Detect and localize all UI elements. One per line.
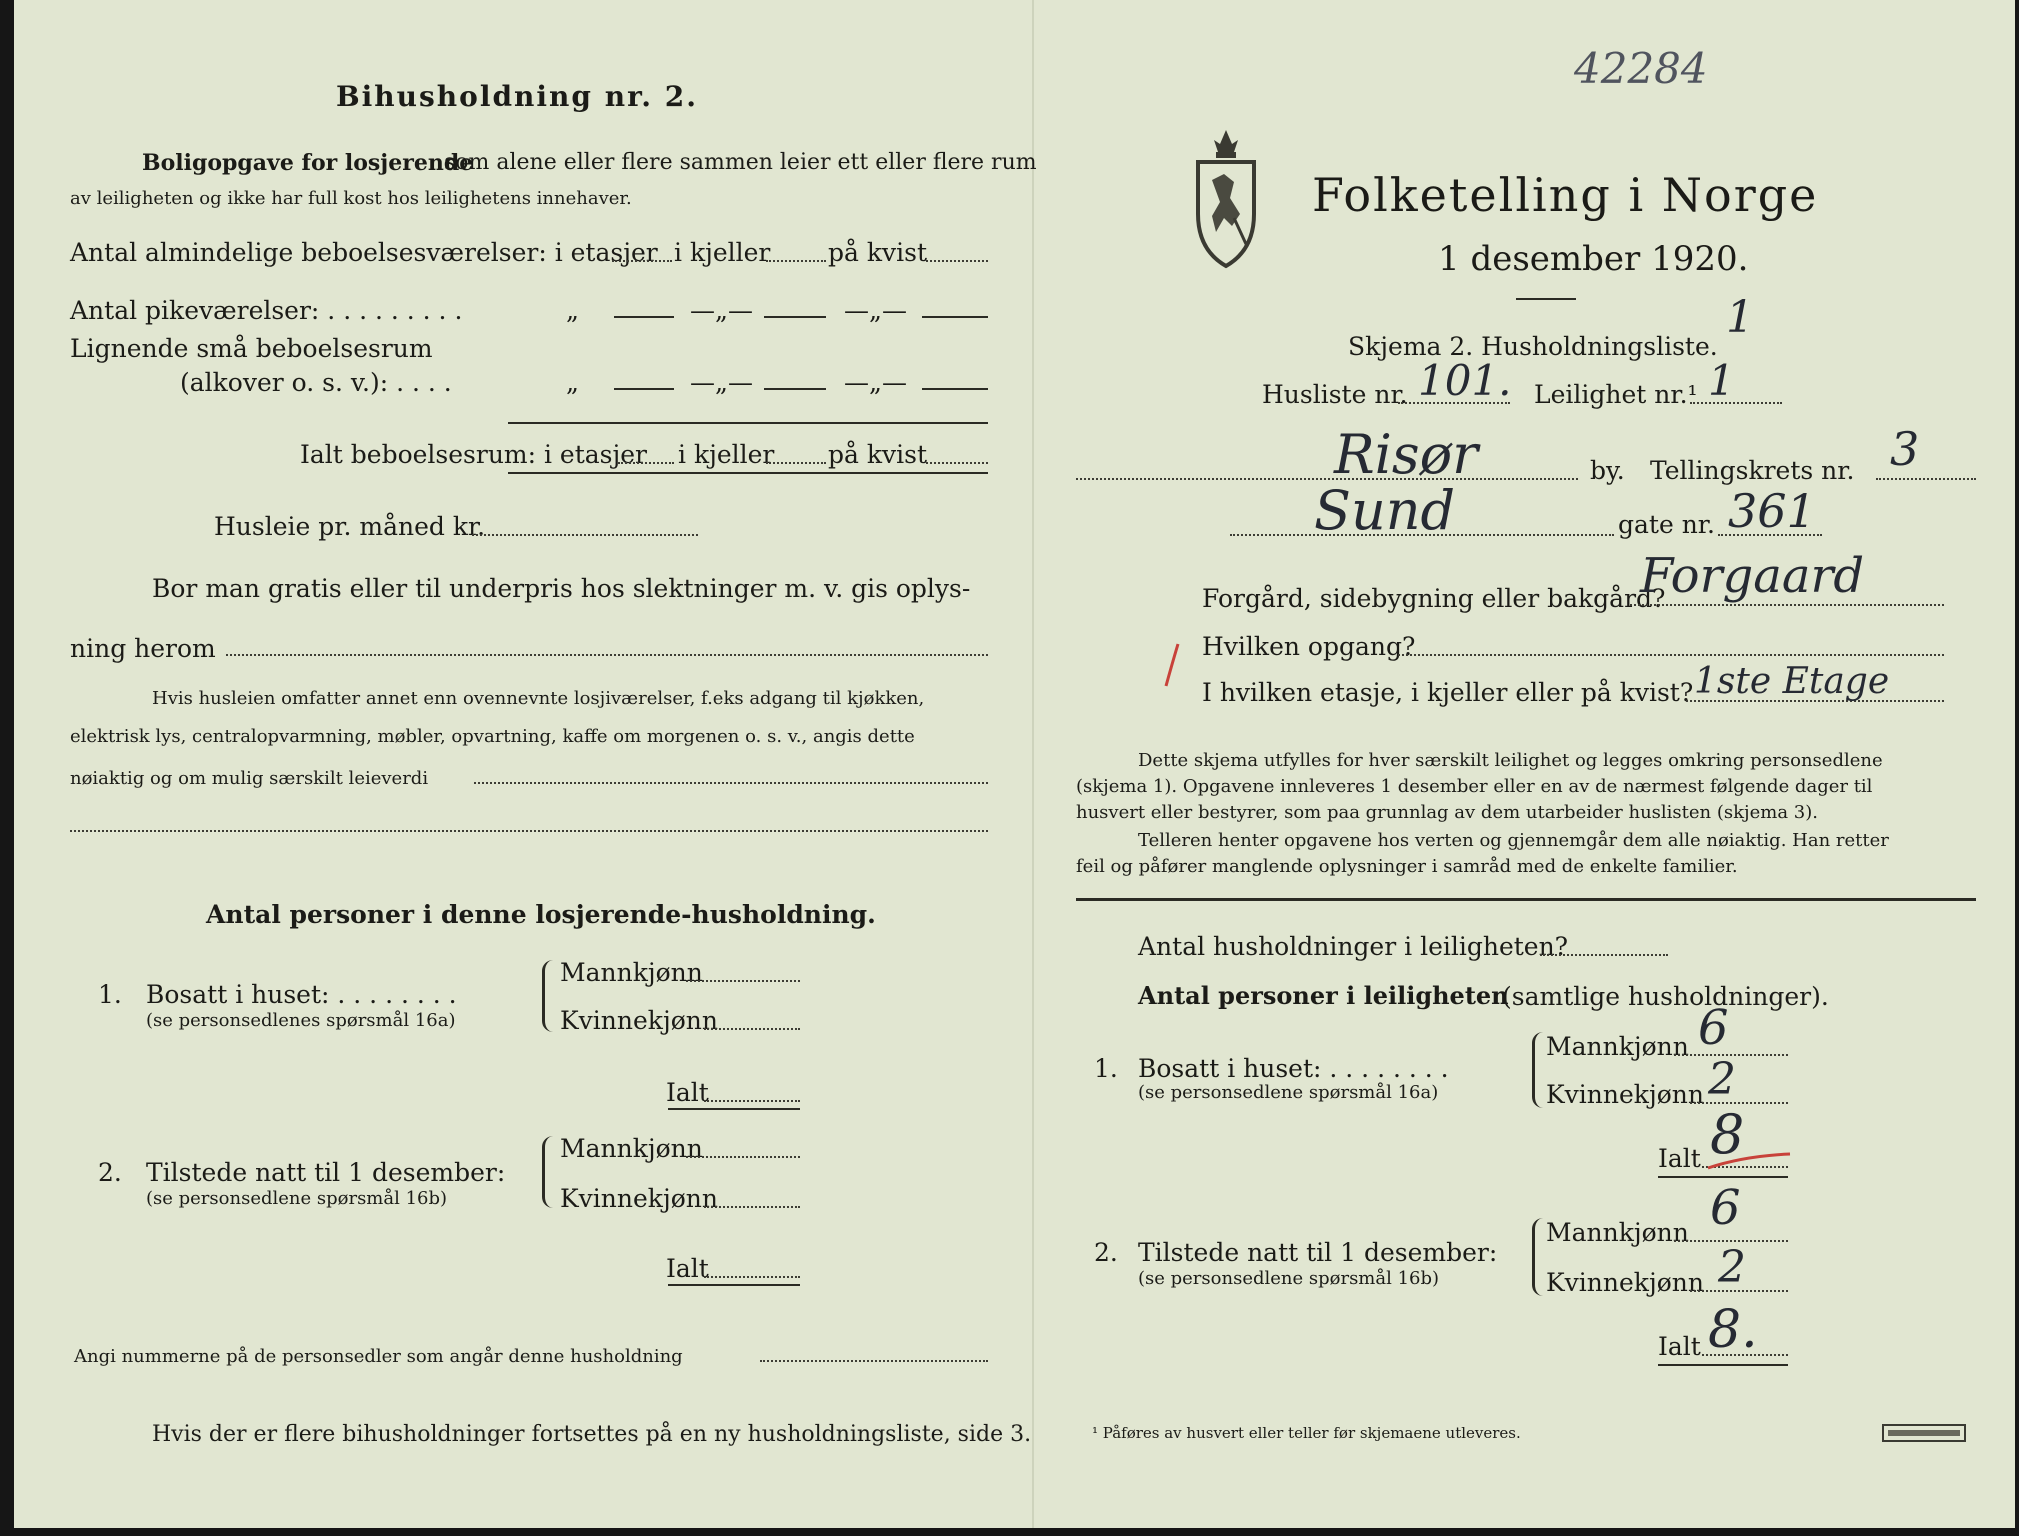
rooms-i-kjeller: i kjeller	[674, 238, 771, 267]
intro-rest: som alene eller flere sammen leier ett eller flere rum	[444, 150, 1037, 175]
by-label: by.	[1590, 456, 1625, 485]
census-form-sheet	[14, 0, 2015, 1528]
lignende-ditto-3: —„—	[844, 368, 907, 397]
lq2-ialt-line[interactable]	[704, 1276, 800, 1278]
rq1-mann: Mannkjønn	[1546, 1032, 1689, 1061]
lq1-sub: (se personsedlenes spørsmål 16a)	[146, 1010, 456, 1031]
husliste-hw: 101.	[1418, 356, 1512, 405]
rq1-mann-hw: 6	[1698, 1000, 1729, 1056]
ialt-kjeller-line[interactable]	[766, 462, 826, 464]
intro-line2: av leiligheten og ikke har full kost hos leilighetens innehaver.	[70, 188, 632, 209]
rq1-ialt-underline	[1658, 1176, 1788, 1178]
leieverdi-line[interactable]	[474, 782, 988, 784]
by-hw: Risør	[1334, 423, 1478, 486]
krets-line[interactable]	[1876, 478, 1976, 480]
rq2-ialt: Ialt	[1658, 1332, 1701, 1361]
lq2-ialt-underline	[668, 1284, 800, 1286]
lq1-ialt-underline	[668, 1108, 800, 1110]
printer-stamp-icon	[1882, 1424, 1966, 1442]
rq2-sub: (se personsedlene spørsmål 16b)	[1138, 1268, 1440, 1289]
forgaard-label: Forgård, sidebygning eller bakgård?	[1202, 584, 1666, 613]
antal-hush-label: Antal husholdninger i leiligheten?	[1138, 932, 1569, 961]
lignende-etasjer-line[interactable]	[614, 388, 674, 390]
rq2-ialt-hw: 8.	[1708, 1300, 1758, 1360]
rq1-sub: (se personsedlene spørsmål 16a)	[1138, 1082, 1439, 1103]
rq1-kvinne-hw: 2	[1708, 1054, 1736, 1105]
right-footnote: ¹ Påføres av husvert eller teller før skjemaene utleveres.	[1092, 1424, 1521, 1442]
antal-pers-bold: Antal personer i leiligheten	[1138, 981, 1509, 1010]
lq1-mann-line[interactable]	[686, 980, 800, 982]
ialt-etasjer-line[interactable]	[618, 462, 674, 464]
rooms-label: Antal almindelige beboelsesværelser: i etasjer	[70, 238, 658, 267]
skjema-label: Skjema 2. Husholdningsliste.	[1348, 332, 1718, 361]
instr-line-5: feil og påfører manglende oplysninger i samråd med de enkelte familier.	[1076, 856, 1738, 877]
bor-line[interactable]	[226, 654, 988, 656]
lq2-num: 2.	[98, 1158, 122, 1187]
antal-title: Antal personer i denne losjerende-husholdning.	[206, 900, 876, 929]
right-title: Folketelling i Norge	[1312, 168, 1819, 222]
gate-nr-hw: 361	[1728, 484, 1816, 538]
rq1-label: Bosatt i huset: . . . . . . . .	[1138, 1054, 1449, 1083]
antal-pers-rest: (samtlige husholdninger).	[1502, 982, 1829, 1011]
pike-kjeller-line[interactable]	[764, 316, 826, 318]
lq1-mann: Mannkjønn	[560, 958, 703, 987]
rq2-mann: Mannkjønn	[1546, 1218, 1689, 1247]
rq1-brace	[1532, 1032, 1543, 1108]
rooms-paa-kvist: på kvist	[828, 238, 927, 267]
instr-line-2: (skjema 1). Opgavene innleveres 1 desember eller en av de nærmest følgende dager til	[1076, 776, 1873, 797]
lignende-kvist-line[interactable]	[922, 388, 988, 390]
rq2-kvinne: Kvinnekjønn	[1546, 1268, 1704, 1297]
leilighet-label: Leilighet nr.¹	[1534, 380, 1698, 409]
right-date: 1 desember 1920.	[1438, 239, 1749, 279]
ialt-label: Ialt beboelsesrum: i etasjer	[300, 440, 648, 469]
pike-etasjer-line[interactable]	[614, 316, 674, 318]
opgang-line[interactable]	[1398, 654, 1944, 656]
rq1-kvinne: Kvinnekjønn	[1546, 1080, 1704, 1109]
rooms-etasjer-line[interactable]	[612, 260, 672, 262]
rq2-mann-hw: 6	[1710, 1180, 1741, 1236]
gate-label: gate nr.	[1618, 510, 1715, 539]
rq1-ialt-hw: 8	[1710, 1103, 1745, 1166]
rooms-kjeller-line[interactable]	[766, 260, 826, 262]
lq2-kvinne-line[interactable]	[704, 1206, 800, 1208]
pike-kvist-line[interactable]	[922, 316, 988, 318]
instr-line-4: Telleren henter opgavene hos verten og gjennemgår dem alle nøiaktig. Han retter	[1138, 830, 1889, 851]
lq1-ialt: Ialt	[666, 1078, 709, 1107]
lq2-ialt: Ialt	[666, 1254, 709, 1283]
instr-rule	[1076, 898, 1976, 901]
coat-of-arms-icon	[1194, 122, 1258, 270]
opgang-label: Hvilken opgang?	[1202, 632, 1416, 661]
leieverdi-line-2[interactable]	[70, 830, 988, 832]
bor-line-2: ning herom	[70, 634, 216, 663]
forgaard-line[interactable]	[1630, 604, 1944, 606]
intro-bold: Boligopgave for losjerende	[142, 150, 474, 176]
sum-rule	[508, 422, 988, 424]
lq2-sub: (se personsedlene spørsmål 16b)	[146, 1188, 448, 1209]
pike-ditto-2: —„—	[690, 296, 753, 325]
etasje-label: I hvilken etasje, i kjeller eller på kvist?	[1202, 678, 1694, 707]
ialt-paa-kvist: på kvist	[828, 440, 927, 469]
lignende-label-1: Lignende små beboelsesrum	[70, 334, 433, 363]
instr-line-1: Dette skjema utfylles for hver særskilt leilighet og legges omkring personsedlene	[1138, 750, 1883, 771]
leilighet-line[interactable]	[1690, 402, 1782, 404]
left-footer: Hvis der er flere bihusholdninger fortsettes på en ny husholdningsliste, side 3.	[152, 1422, 1032, 1447]
skjema-hw: 1	[1726, 292, 1754, 343]
lq2-mann: Mannkjønn	[560, 1134, 703, 1163]
pike-label: Antal pikeværelser: . . . . . . . . .	[70, 296, 463, 325]
gate-hw: Sund	[1314, 479, 1456, 542]
lq1-num: 1.	[98, 980, 122, 1009]
rq2-kvinne-hw: 2	[1718, 1242, 1746, 1293]
forgaard-hw: Forgaard	[1640, 548, 1865, 604]
red-correction-icon	[1704, 1146, 1794, 1176]
ialt-kvist-line[interactable]	[926, 462, 988, 464]
rooms-kvist-line[interactable]	[926, 260, 988, 262]
lq2-label: Tilstede natt til 1 desember:	[146, 1158, 506, 1187]
angi-label: Angi nummerne på de personsedler som angår denne husholdning	[74, 1346, 683, 1367]
left-title: Bihusholdning nr. 2.	[336, 80, 698, 113]
pike-ditto-3: —„—	[844, 296, 907, 325]
ialt-underline	[508, 472, 988, 474]
husleie-label: Husleie pr. måned kr.	[214, 512, 486, 541]
lq2-kvinne: Kvinnekjønn	[560, 1184, 718, 1213]
rq2-ialt-underline	[1658, 1364, 1788, 1366]
lignende-ditto-2: —„—	[690, 368, 753, 397]
archive-number: 42284	[1574, 44, 1708, 93]
hvis-line-3: nøiaktig og om mulig særskilt leieverdi	[70, 768, 429, 789]
lq2-mann-line[interactable]	[686, 1156, 800, 1158]
pike-ditto-1: „	[566, 296, 579, 325]
lq1-kvinne: Kvinnekjønn	[560, 1006, 718, 1035]
leilighet-hw: 1	[1708, 356, 1735, 405]
instr-line-3: husvert eller bestyrer, som paa grunnlag av dem utarbeider huslisten (skjema 3).	[1076, 802, 1818, 823]
rq2-num: 2.	[1094, 1238, 1118, 1267]
lq1-brace	[542, 960, 553, 1032]
red-check-icon	[1158, 640, 1188, 690]
lq1-label: Bosatt i huset: . . . . . . . .	[146, 980, 457, 1009]
rq2-brace	[1532, 1218, 1543, 1296]
antal-hush-line[interactable]	[1540, 954, 1668, 956]
ialt-i-kjeller: i kjeller	[678, 440, 775, 469]
bor-line-1: Bor man gratis eller til underpris hos slektninger m. v. gis oplys-	[152, 574, 971, 603]
rq1-ialt: Ialt	[1658, 1144, 1701, 1173]
hvis-line-2: elektrisk lys, centralopvarmning, møbler, opvartning, kaffe om morgenen o. s. v., angis dette	[70, 726, 915, 747]
husleie-line[interactable]	[472, 534, 698, 536]
lq2-brace	[542, 1136, 553, 1208]
etasje-hw: 1ste Etage	[1694, 661, 1890, 702]
date-rule	[1516, 298, 1576, 300]
krets-label: Tellingskrets nr.	[1650, 456, 1855, 485]
lignende-label-2: (alkover o. s. v.): . . . .	[180, 368, 452, 397]
lq1-kvinne-line[interactable]	[704, 1028, 800, 1030]
krets-hw: 3	[1890, 422, 1920, 476]
lignende-kjeller-line[interactable]	[764, 388, 826, 390]
husliste-label: Husliste nr.	[1262, 380, 1408, 409]
page-fold	[1032, 0, 1034, 1528]
angi-line[interactable]	[760, 1360, 988, 1362]
hvis-line-1: Hvis husleien omfatter annet enn ovennevnte losjiværelser, f.eks adgang til kjøkken,	[152, 688, 925, 709]
lignende-ditto-1: „	[566, 368, 579, 397]
rq2-label: Tilstede natt til 1 desember:	[1138, 1238, 1498, 1267]
rq1-num: 1.	[1094, 1054, 1118, 1083]
lq1-ialt-line[interactable]	[704, 1100, 800, 1102]
